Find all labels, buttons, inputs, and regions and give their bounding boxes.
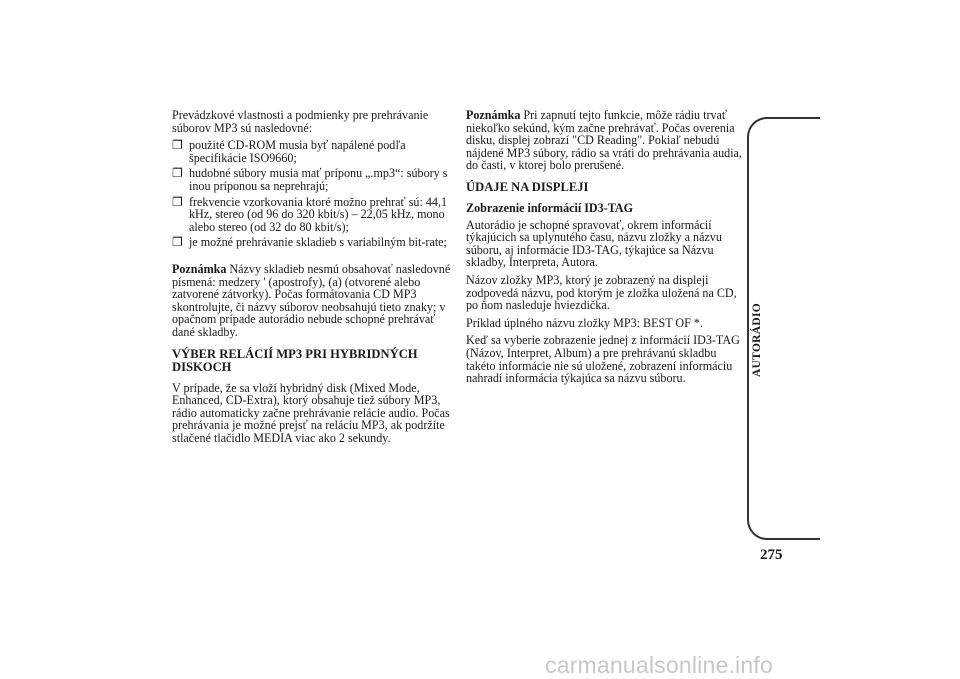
section-label: AUTORÁDIO [751, 302, 763, 378]
note-text: Názvy skladieb nesmú obsahovať nasledovné písmená: medzery ' (apostrofy), (a) (otvorené alebo zatvorené zátvorky). Počas formátovania CD MP3 skontrolujte, či názvy súborov neobsahujú tieto znaky; v opačnom prípade autorádio nebude schopné prehrávať dané skladby. [172, 261, 451, 339]
list-item-text: použité CD-ROM musia byť napálené podľa špecifikácie ISO9660; [189, 138, 406, 165]
page-number: 275 [760, 547, 783, 563]
body-paragraph: Keď sa vyberie zobrazenie jednej z informácií ID3-TAG (Názov, Interpret, Album) a pre prehrávanú skladbu takéto informácie nie sú uložené, zobrazení informáciu nahradí informácia týkajúca sa názvu súboru. [466, 333, 740, 386]
list-item-text: je možné prehrávanie skladieb s variabilným bit-rate; [189, 235, 447, 250]
requirements-list [172, 139, 458, 249]
list-item [172, 196, 458, 234]
body-paragraph: V prípade, že sa vloží hybridný disk (Mixed Mode, Enhanced, CD-Extra), ktorý obsahuje tiež súbory MP3, rádio automaticky začne prehrávanie relácie audio. Počas prehrávania je možné prejsť na reláciu MP3, ak podržíte stlačené tlačidlo MEDIA viac ako 2 sekundy. [172, 380, 450, 445]
body-paragraph: Názov zložky MP3, ktorý je zobrazený na displeji zodpovedá názvu, pod ktorým je zložka uložená na CD, po ňom nasleduje hviezdička. [466, 272, 737, 313]
intro-text: Prevádzkové vlastnosti a podmienky pre prehrávanie súborov MP3 sú nasledovné: [172, 108, 429, 135]
list-item-text: hudobné súbory musia mať príponu „.mp3“: súbory s inou príponou sa neprehrajú; [189, 166, 448, 193]
list-item [172, 139, 458, 164]
section-heading: ÚDAJE NA DISPLEJI [466, 179, 589, 194]
checkbox-bullet-icon: ❐ [172, 138, 183, 153]
checkbox-bullet-icon: ❐ [172, 235, 183, 250]
list-item [172, 167, 458, 192]
note-paragraph [172, 263, 458, 339]
note-label: Poznámka [172, 261, 227, 276]
note-label: Poznámka [466, 108, 521, 122]
subheading: Zobrazenie informácií ID3-TAG [466, 200, 634, 215]
checkbox-bullet-icon: ❐ [172, 166, 183, 181]
list-item-text: frekvencie vzorkovania ktoré možno prehrať sú: 44,1 kHz, stereo (od 96 do 320 kbit/s) – 22,05 kHz, mono alebo stereo (od 32 do 80 kbit/s); [189, 194, 448, 234]
note-text: Pri zapnutí tejto funkcie, môže rádiu trvať niekoľko sekúnd, kým začne prehrávať. Počas overenia disku, displej zobrazí "CD Reading". Pokiaľ nebudú nájdené MP3 súbory, rádio sa vráti do prehrávania audia, do časti, v ktorej bolo prerušené. [466, 108, 742, 173]
body-paragraph: Autorádio je schopné spravovať, okrem informácií týkajúcich sa uplynutého času, názvu zložky a názvu súboru, aj informácie ID3-TAG, týkajúce sa Názvu skladby, Interpreta, Autora. [466, 217, 722, 270]
body-paragraph: Príklad úplného názvu zložky MP3: BEST OF *. [466, 315, 703, 330]
left-column [172, 109, 458, 449]
section-heading: VÝBER RELÁCIÍ MP3 PRI HYBRIDNÝCH DISKOCH [172, 346, 418, 374]
right-column [466, 109, 742, 390]
checkbox-bullet-icon: ❐ [172, 194, 183, 209]
watermark: carmanualsonline.info [545, 652, 773, 678]
list-item [172, 236, 458, 249]
note-paragraph [466, 109, 742, 172]
